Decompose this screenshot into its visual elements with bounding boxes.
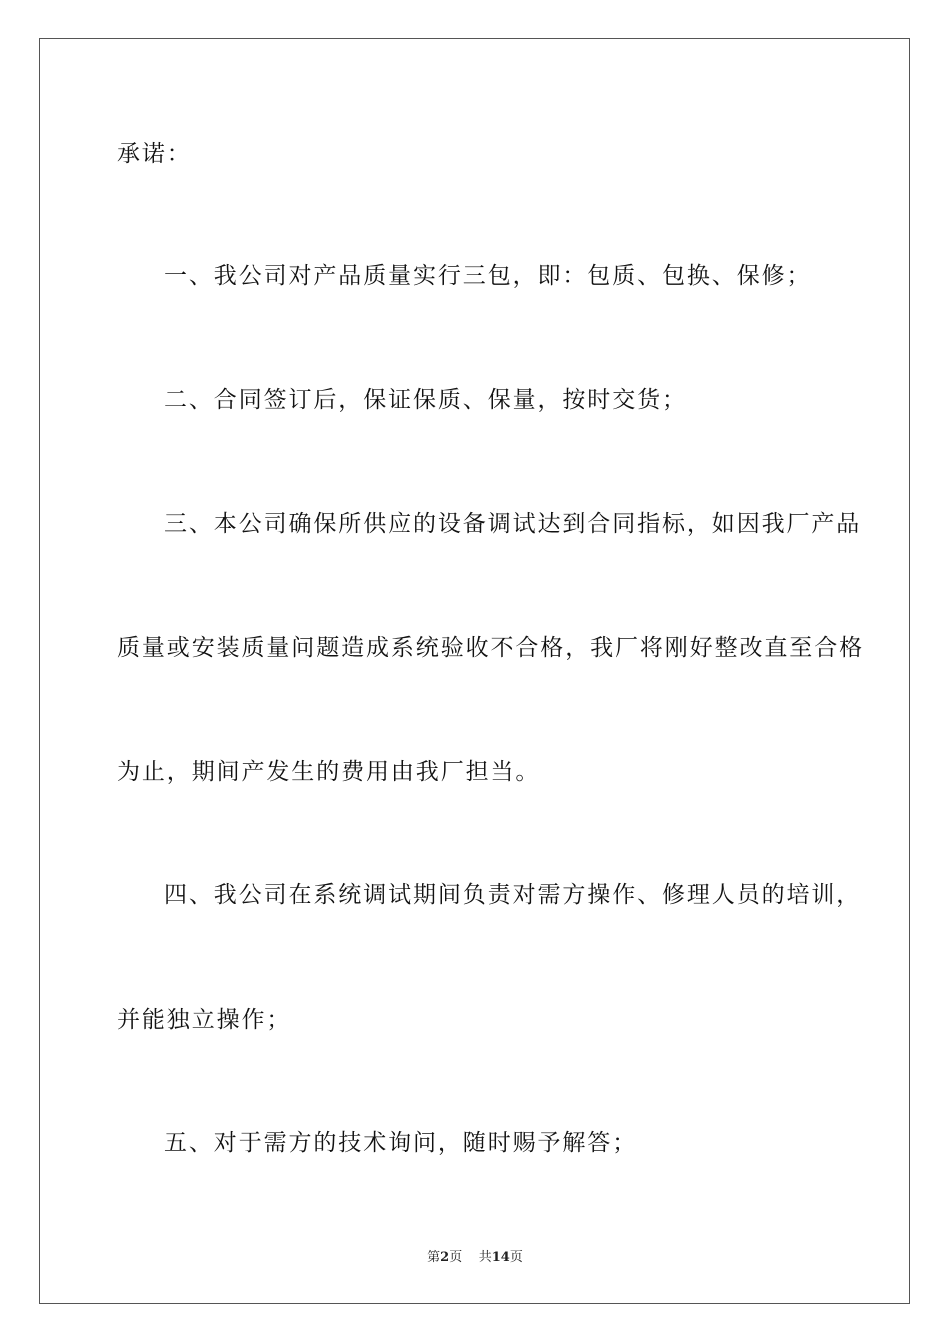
clause-3-line-1: 三、本公司确保所供应的设备调试达到合同指标，如因我厂产品 bbox=[164, 511, 862, 537]
heading-promise: 承诺： bbox=[117, 141, 192, 167]
clause-2: 二、合同签订后，保证保质、保量，按时交货； bbox=[164, 387, 687, 413]
clause-5: 五、对于需方的技术询问，随时赐予解答； bbox=[164, 1130, 638, 1156]
clause-3-line-2: 质量或安装质量问题造成系统验收不合格，我厂将刚好整改直至合格 bbox=[117, 635, 864, 661]
clause-4-line-1: 四、我公司在系统调试期间负责对需方操作、修理人员的培训， bbox=[164, 882, 862, 908]
footer-total-suffix: 页 bbox=[509, 1250, 523, 1265]
footer-total-pages: 14 bbox=[491, 1250, 510, 1265]
clause-1: 一、我公司对产品质量实行三包，即：包质、包换、保修； bbox=[164, 263, 812, 289]
clause-3-line-3: 为止，期间产发生的费用由我厂担当。 bbox=[117, 759, 541, 785]
footer-page-number: 2 bbox=[440, 1250, 450, 1265]
footer-page-prefix: 第 bbox=[427, 1250, 441, 1265]
footer-page-suffix: 页 bbox=[449, 1250, 463, 1265]
footer-total-prefix: 共 bbox=[478, 1250, 492, 1265]
page-border bbox=[39, 38, 910, 1304]
page-footer bbox=[0, 1246, 950, 1265]
clause-4-line-2: 并能独立操作； bbox=[117, 1007, 292, 1033]
